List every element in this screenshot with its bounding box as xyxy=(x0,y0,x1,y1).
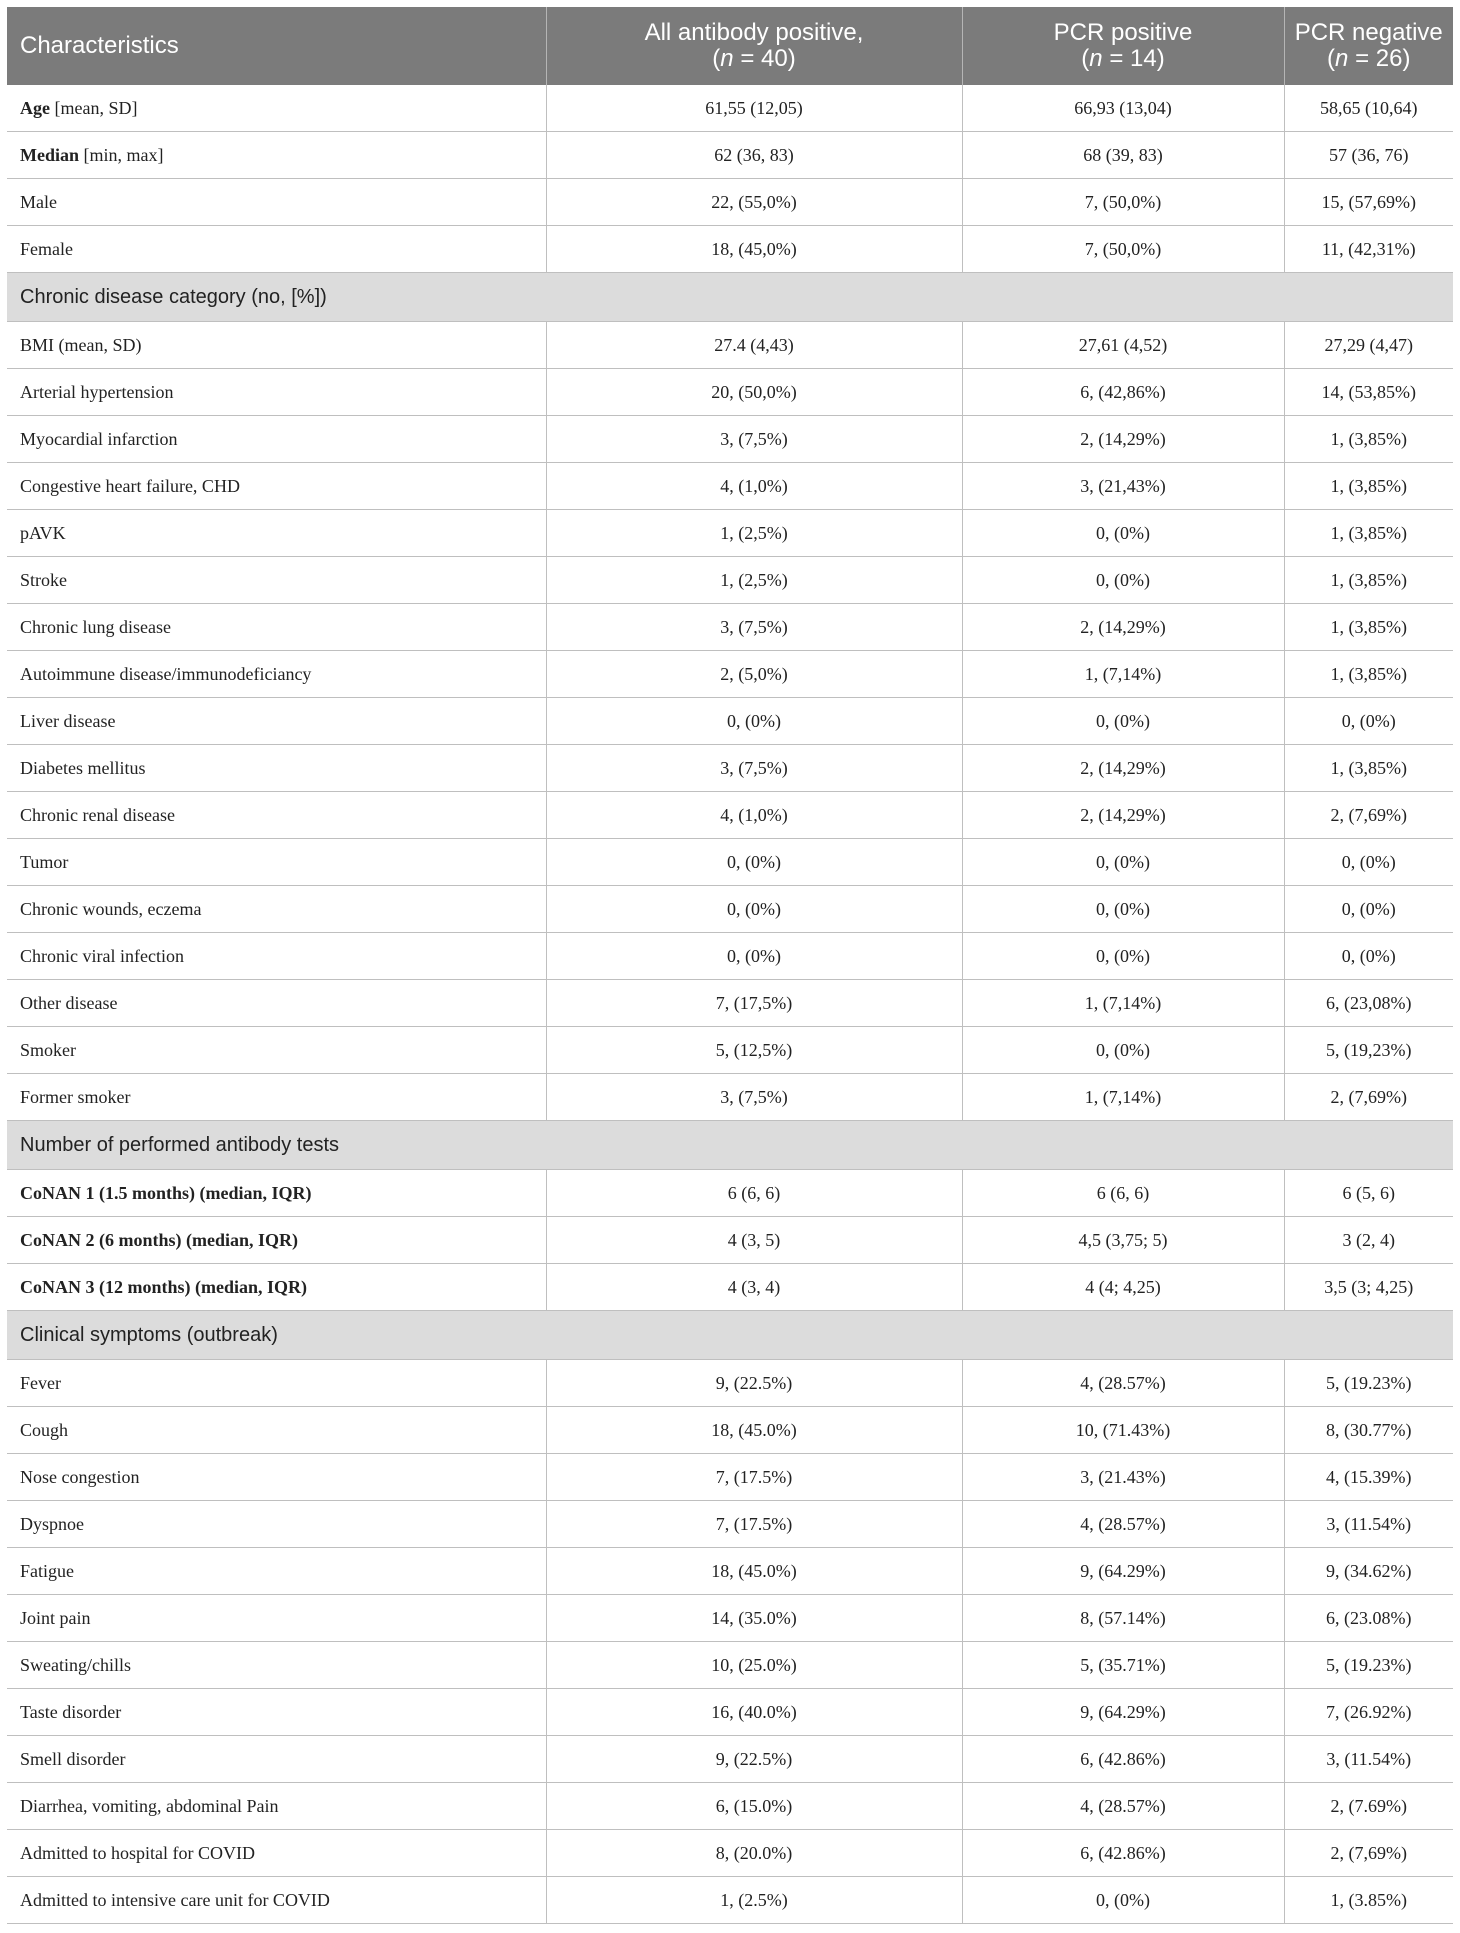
pcr-negative-value: 2, (7,69%) xyxy=(1284,792,1453,839)
table-row xyxy=(7,651,1453,698)
row-label-cell xyxy=(7,416,546,463)
row-label: Admitted to hospital for COVID xyxy=(20,1842,255,1863)
header-pcr-positive-n: n xyxy=(1089,45,1103,72)
all-antibody-value: 2, (5,0%) xyxy=(546,651,962,698)
row-label-cell xyxy=(7,886,546,933)
row-label: Tumor xyxy=(20,851,69,872)
pcr-positive-value: 4,5 (3,75; 5) xyxy=(962,1217,1284,1264)
pcr-negative-value: 3 (2, 4) xyxy=(1284,1217,1453,1264)
row-label: Admitted to intensive care unit for COVID xyxy=(20,1889,330,1910)
row-label: Diabetes mellitus xyxy=(20,757,146,778)
pcr-negative-value: 15, (57,69%) xyxy=(1284,179,1453,226)
row-label-cell xyxy=(7,1360,546,1407)
table-row xyxy=(7,85,1453,132)
table-row xyxy=(7,510,1453,557)
pcr-positive-value: 6, (42,86%) xyxy=(962,369,1284,416)
header-pcr-positive-count: = 14) xyxy=(1102,45,1165,72)
pcr-positive-value: 0, (0%) xyxy=(962,510,1284,557)
pcr-negative-value: 1, (3,85%) xyxy=(1284,463,1453,510)
table-header-row xyxy=(7,7,1453,85)
row-label-cell xyxy=(7,179,546,226)
row-label-cell xyxy=(7,1830,546,1877)
table-row xyxy=(7,604,1453,651)
pcr-negative-value: 1, (3,85%) xyxy=(1284,510,1453,557)
row-label-cell xyxy=(7,463,546,510)
header-characteristics-label: Characteristics xyxy=(20,32,179,59)
table-row xyxy=(7,1170,1453,1217)
table-row xyxy=(7,132,1453,179)
table-row xyxy=(7,792,1453,839)
table-row xyxy=(7,1595,1453,1642)
row-label: Other disease xyxy=(20,992,118,1013)
pcr-negative-value: 5, (19.23%) xyxy=(1284,1360,1453,1407)
pcr-negative-value: 2, (7.69%) xyxy=(1284,1783,1453,1830)
table-row xyxy=(7,1407,1453,1454)
table-row xyxy=(7,1736,1453,1783)
row-label: Male xyxy=(20,191,57,212)
table-row xyxy=(7,1264,1453,1311)
row-label-cell xyxy=(7,1736,546,1783)
pcr-positive-value: 0, (0%) xyxy=(962,886,1284,933)
pcr-negative-value: 4, (15.39%) xyxy=(1284,1454,1453,1501)
all-antibody-value: 3, (7,5%) xyxy=(546,604,962,651)
pcr-positive-value: 68 (39, 83) xyxy=(962,132,1284,179)
row-label: Female xyxy=(20,238,73,259)
row-label-cell xyxy=(7,322,546,369)
table-row xyxy=(7,1360,1453,1407)
row-label: Arterial hypertension xyxy=(20,381,174,402)
all-antibody-value: 20, (50,0%) xyxy=(546,369,962,416)
pcr-positive-value: 0, (0%) xyxy=(962,698,1284,745)
row-label: Autoimmune disease/immunodeficiancy xyxy=(20,663,312,684)
row-label-cell xyxy=(7,698,546,745)
all-antibody-value: 0, (0%) xyxy=(546,839,962,886)
all-antibody-value: 4, (1,0%) xyxy=(546,463,962,510)
row-label: Dyspnoe xyxy=(20,1513,84,1534)
table-row xyxy=(7,1027,1453,1074)
row-label: Smell disorder xyxy=(20,1748,126,1769)
pcr-positive-value: 7, (50,0%) xyxy=(962,179,1284,226)
row-label: Sweating/chills xyxy=(20,1654,131,1675)
row-label-bold: Median xyxy=(20,144,80,165)
row-label: [min, max] xyxy=(79,144,164,165)
pcr-negative-value: 0, (0%) xyxy=(1284,886,1453,933)
all-antibody-value: 9, (22.5%) xyxy=(546,1736,962,1783)
pcr-negative-value: 1, (3,85%) xyxy=(1284,745,1453,792)
pcr-negative-value: 5, (19.23%) xyxy=(1284,1642,1453,1689)
pcr-positive-value: 0, (0%) xyxy=(962,1027,1284,1074)
pcr-positive-value: 2, (14,29%) xyxy=(962,604,1284,651)
all-antibody-value: 1, (2,5%) xyxy=(546,510,962,557)
pcr-positive-value: 3, (21,43%) xyxy=(962,463,1284,510)
pcr-negative-value: 9, (34.62%) xyxy=(1284,1548,1453,1595)
pcr-negative-value: 8, (30.77%) xyxy=(1284,1407,1453,1454)
pcr-positive-value: 2, (14,29%) xyxy=(962,792,1284,839)
pcr-negative-value: 0, (0%) xyxy=(1284,933,1453,980)
all-antibody-value: 14, (35.0%) xyxy=(546,1595,962,1642)
header-pcr-negative-n: n xyxy=(1335,45,1349,72)
pcr-positive-value: 2, (14,29%) xyxy=(962,416,1284,463)
row-label-cell xyxy=(7,1170,546,1217)
row-label-cell xyxy=(7,1877,546,1924)
pcr-negative-value: 7, (26.92%) xyxy=(1284,1689,1453,1736)
all-antibody-value: 18, (45.0%) xyxy=(546,1548,962,1595)
header-all-antibody-n: n xyxy=(720,45,734,72)
all-antibody-value: 27.4 (4,43) xyxy=(546,322,962,369)
all-antibody-value: 6 (6, 6) xyxy=(546,1170,962,1217)
row-label-cell xyxy=(7,132,546,179)
row-label-cell xyxy=(7,1074,546,1121)
row-label-cell xyxy=(7,1642,546,1689)
pcr-positive-value: 4, (28.57%) xyxy=(962,1783,1284,1830)
all-antibody-value: 1, (2,5%) xyxy=(546,557,962,604)
row-label-cell xyxy=(7,557,546,604)
pcr-positive-value: 6 (6, 6) xyxy=(962,1170,1284,1217)
header-all-antibody-positive xyxy=(546,7,962,85)
table-row xyxy=(7,463,1453,510)
row-label-cell xyxy=(7,651,546,698)
table-row xyxy=(7,886,1453,933)
all-antibody-value: 61,55 (12,05) xyxy=(546,85,962,132)
row-label: Chronic viral infection xyxy=(20,945,184,966)
table-row xyxy=(7,980,1453,1027)
row-label-cell xyxy=(7,1264,546,1311)
row-label-cell xyxy=(7,369,546,416)
pcr-positive-value: 5, (35.71%) xyxy=(962,1642,1284,1689)
pcr-negative-value: 3, (11.54%) xyxy=(1284,1501,1453,1548)
pcr-positive-value: 1, (7,14%) xyxy=(962,1074,1284,1121)
pcr-positive-value: 66,93 (13,04) xyxy=(962,85,1284,132)
table-row xyxy=(7,933,1453,980)
all-antibody-value: 16, (40.0%) xyxy=(546,1689,962,1736)
all-antibody-value: 22, (55,0%) xyxy=(546,179,962,226)
pcr-negative-value: 1, (3,85%) xyxy=(1284,557,1453,604)
pcr-positive-value: 4, (28.57%) xyxy=(962,1360,1284,1407)
section-header-label: Number of performed antibody tests xyxy=(7,1121,1453,1170)
header-pcr-positive-line1: PCR positive xyxy=(1053,19,1193,46)
row-label: BMI (mean, SD) xyxy=(20,334,142,355)
table-row xyxy=(7,1548,1453,1595)
pcr-negative-value: 3, (11.54%) xyxy=(1284,1736,1453,1783)
table-row xyxy=(7,416,1453,463)
row-label-bold: Age xyxy=(20,97,50,118)
row-label: Myocardial infarction xyxy=(20,428,178,449)
characteristics-table-container xyxy=(7,7,1453,1924)
all-antibody-value: 7, (17.5%) xyxy=(546,1454,962,1501)
row-label-cell xyxy=(7,1454,546,1501)
pcr-negative-value: 1, (3,85%) xyxy=(1284,416,1453,463)
row-label-cell xyxy=(7,933,546,980)
row-label-cell xyxy=(7,980,546,1027)
pcr-negative-value: 1, (3,85%) xyxy=(1284,651,1453,698)
section-header-row xyxy=(7,1311,1453,1360)
row-label: Chronic wounds, eczema xyxy=(20,898,202,919)
pcr-negative-value: 0, (0%) xyxy=(1284,839,1453,886)
row-label-cell xyxy=(7,510,546,557)
row-label-cell xyxy=(7,1027,546,1074)
row-label-cell xyxy=(7,1501,546,1548)
all-antibody-value: 3, (7,5%) xyxy=(546,1074,962,1121)
row-label-cell xyxy=(7,85,546,132)
table-row xyxy=(7,1877,1453,1924)
pcr-negative-value: 2, (7,69%) xyxy=(1284,1074,1453,1121)
all-antibody-value: 5, (12,5%) xyxy=(546,1027,962,1074)
all-antibody-value: 0, (0%) xyxy=(546,698,962,745)
pcr-positive-value: 1, (7,14%) xyxy=(962,980,1284,1027)
row-label-cell xyxy=(7,839,546,886)
table-row xyxy=(7,179,1453,226)
table-row xyxy=(7,698,1453,745)
row-label: Fatigue xyxy=(20,1560,74,1581)
section-header-row xyxy=(7,1121,1453,1170)
row-label-cell xyxy=(7,604,546,651)
pcr-positive-value: 0, (0%) xyxy=(962,1877,1284,1924)
table-row xyxy=(7,839,1453,886)
row-label-cell xyxy=(7,1595,546,1642)
table-row xyxy=(7,1642,1453,1689)
header-characteristics xyxy=(7,7,546,85)
row-label: Chronic lung disease xyxy=(20,616,171,637)
row-label: pAVK xyxy=(20,522,66,543)
pcr-positive-value: 1, (7,14%) xyxy=(962,651,1284,698)
table-row xyxy=(7,1217,1453,1264)
row-label-cell xyxy=(7,1783,546,1830)
characteristics-table xyxy=(7,7,1453,1924)
header-pcr-negative-line1: PCR negative xyxy=(1294,19,1443,46)
row-label: Liver disease xyxy=(20,710,116,731)
row-label: Congestive heart failure, CHD xyxy=(20,475,240,496)
header-pcr-negative-paren: ( xyxy=(1327,45,1336,72)
pcr-negative-value: 27,29 (4,47) xyxy=(1284,322,1453,369)
table-row xyxy=(7,226,1453,273)
pcr-negative-value: 3,5 (3; 4,25) xyxy=(1284,1264,1453,1311)
all-antibody-value: 9, (22.5%) xyxy=(546,1360,962,1407)
row-label-bold: CoNAN 1 (1.5 months) (median, IQR) xyxy=(20,1182,312,1203)
pcr-positive-value: 9, (64.29%) xyxy=(962,1689,1284,1736)
row-label-bold: CoNAN 2 (6 months) (median, IQR) xyxy=(20,1229,298,1250)
table-row xyxy=(7,557,1453,604)
row-label: Former smoker xyxy=(20,1086,131,1107)
pcr-positive-value: 7, (50,0%) xyxy=(962,226,1284,273)
all-antibody-value: 8, (20.0%) xyxy=(546,1830,962,1877)
all-antibody-value: 6, (15.0%) xyxy=(546,1783,962,1830)
table-row xyxy=(7,1501,1453,1548)
table-row xyxy=(7,1830,1453,1877)
table-body xyxy=(7,85,1453,1924)
all-antibody-value: 0, (0%) xyxy=(546,933,962,980)
all-antibody-value: 0, (0%) xyxy=(546,886,962,933)
row-label: Smoker xyxy=(20,1039,76,1060)
table-row xyxy=(7,1783,1453,1830)
pcr-negative-value: 1, (3.85%) xyxy=(1284,1877,1453,1924)
pcr-positive-value: 9, (64.29%) xyxy=(962,1548,1284,1595)
table-row xyxy=(7,745,1453,792)
pcr-negative-value: 58,65 (10,64) xyxy=(1284,85,1453,132)
row-label-cell xyxy=(7,1689,546,1736)
table-row xyxy=(7,369,1453,416)
row-label: Nose congestion xyxy=(20,1466,140,1487)
pcr-negative-value: 14, (53,85%) xyxy=(1284,369,1453,416)
pcr-positive-value: 6, (42.86%) xyxy=(962,1736,1284,1783)
header-all-antibody-count: = 40) xyxy=(733,45,796,72)
pcr-positive-value: 2, (14,29%) xyxy=(962,745,1284,792)
all-antibody-value: 7, (17.5%) xyxy=(546,1501,962,1548)
pcr-positive-value: 4, (28.57%) xyxy=(962,1501,1284,1548)
row-label-bold: CoNAN 3 (12 months) (median, IQR) xyxy=(20,1276,307,1297)
pcr-positive-value: 0, (0%) xyxy=(962,933,1284,980)
pcr-positive-value: 8, (57.14%) xyxy=(962,1595,1284,1642)
pcr-positive-value: 4 (4; 4,25) xyxy=(962,1264,1284,1311)
all-antibody-value: 3, (7,5%) xyxy=(546,745,962,792)
all-antibody-value: 10, (25.0%) xyxy=(546,1642,962,1689)
row-label: Diarrhea, vomiting, abdominal Pain xyxy=(20,1795,279,1816)
row-label: Stroke xyxy=(20,569,67,590)
row-label: [mean, SD] xyxy=(50,97,138,118)
row-label: Cough xyxy=(20,1419,69,1440)
header-all-antibody-paren: ( xyxy=(712,45,721,72)
section-header-label: Clinical symptoms (outbreak) xyxy=(7,1311,1453,1360)
section-header-label: Chronic disease category (no, [%]) xyxy=(7,273,1453,322)
header-pcr-positive-paren: ( xyxy=(1081,45,1090,72)
all-antibody-value: 3, (7,5%) xyxy=(546,416,962,463)
pcr-positive-value: 6, (42.86%) xyxy=(962,1830,1284,1877)
row-label-cell xyxy=(7,792,546,839)
pcr-negative-value: 1, (3,85%) xyxy=(1284,604,1453,651)
row-label: Fever xyxy=(20,1372,61,1393)
section-header-row xyxy=(7,273,1453,322)
table-row xyxy=(7,322,1453,369)
all-antibody-value: 62 (36, 83) xyxy=(546,132,962,179)
all-antibody-value: 7, (17,5%) xyxy=(546,980,962,1027)
row-label-cell xyxy=(7,1407,546,1454)
pcr-negative-value: 0, (0%) xyxy=(1284,698,1453,745)
row-label: Taste disorder xyxy=(20,1701,122,1722)
table-row xyxy=(7,1454,1453,1501)
pcr-positive-value: 10, (71.43%) xyxy=(962,1407,1284,1454)
all-antibody-value: 4, (1,0%) xyxy=(546,792,962,839)
pcr-negative-value: 6 (5, 6) xyxy=(1284,1170,1453,1217)
row-label: Joint pain xyxy=(20,1607,91,1628)
pcr-positive-value: 27,61 (4,52) xyxy=(962,322,1284,369)
header-all-antibody-line1: All antibody positive, xyxy=(644,19,864,46)
table-row xyxy=(7,1689,1453,1736)
all-antibody-value: 18, (45,0%) xyxy=(546,226,962,273)
row-label-cell xyxy=(7,745,546,792)
pcr-positive-value: 0, (0%) xyxy=(962,557,1284,604)
pcr-negative-value: 5, (19,23%) xyxy=(1284,1027,1453,1074)
pcr-positive-value: 3, (21.43%) xyxy=(962,1454,1284,1501)
pcr-positive-value: 0, (0%) xyxy=(962,839,1284,886)
all-antibody-value: 1, (2.5%) xyxy=(546,1877,962,1924)
all-antibody-value: 18, (45.0%) xyxy=(546,1407,962,1454)
header-pcr-negative xyxy=(1284,7,1453,85)
pcr-negative-value: 6, (23,08%) xyxy=(1284,980,1453,1027)
pcr-negative-value: 2, (7,69%) xyxy=(1284,1830,1453,1877)
pcr-negative-value: 6, (23.08%) xyxy=(1284,1595,1453,1642)
pcr-negative-value: 57 (36, 76) xyxy=(1284,132,1453,179)
row-label-cell xyxy=(7,226,546,273)
table-row xyxy=(7,1074,1453,1121)
header-pcr-positive xyxy=(962,7,1284,85)
row-label-cell xyxy=(7,1548,546,1595)
all-antibody-value: 4 (3, 4) xyxy=(546,1264,962,1311)
row-label: Chronic renal disease xyxy=(20,804,175,825)
all-antibody-value: 4 (3, 5) xyxy=(546,1217,962,1264)
pcr-negative-value: 11, (42,31%) xyxy=(1284,226,1453,273)
header-pcr-negative-count: = 26) xyxy=(1348,45,1411,72)
row-label-cell xyxy=(7,1217,546,1264)
